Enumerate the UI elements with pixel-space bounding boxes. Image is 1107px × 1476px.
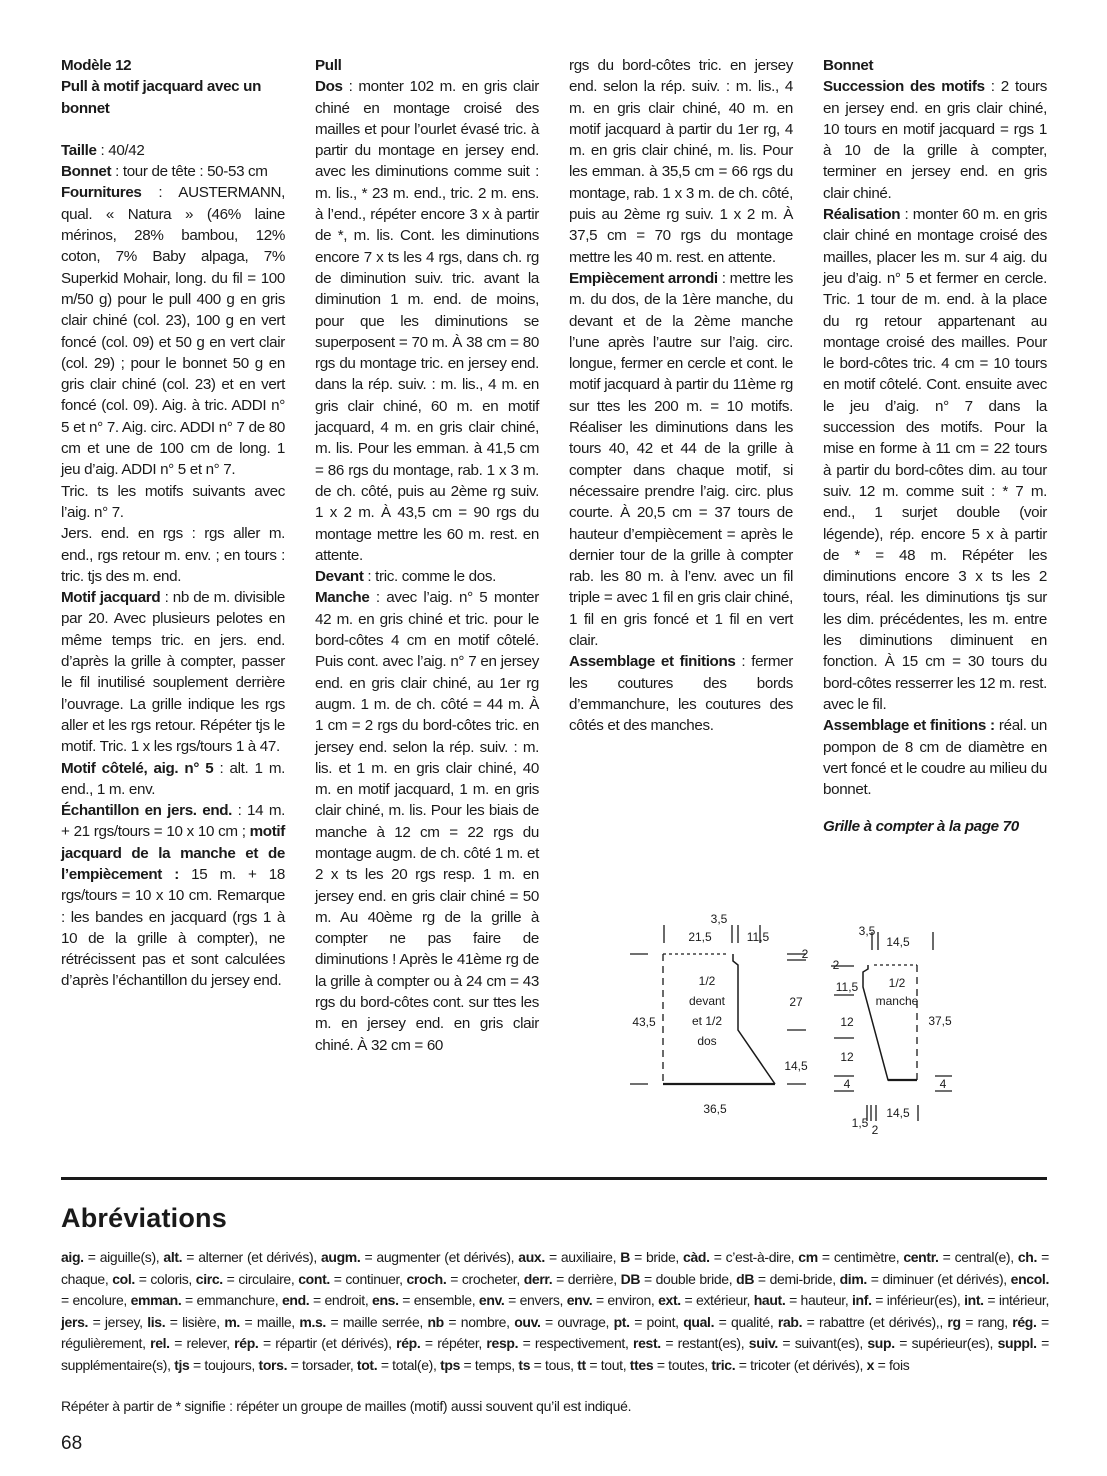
abbreviation-item bbox=[486, 1335, 625, 1351]
abbreviation-meaning: = maille serrée bbox=[325, 1313, 420, 1330]
pullover-heading: Pull bbox=[315, 57, 342, 74]
abbreviation-item bbox=[112, 1271, 188, 1287]
abbreviation-term: ens. bbox=[372, 1292, 399, 1308]
abbreviation-term: dB bbox=[736, 1270, 755, 1287]
abbreviation-item bbox=[61, 1314, 139, 1330]
abbreviation-meaning: = c’est-à-dire bbox=[709, 1249, 791, 1265]
abbreviation-term: ext. bbox=[658, 1292, 681, 1308]
abbreviation-meaning: = crocheter bbox=[446, 1270, 517, 1287]
abbreviation-term: rép. bbox=[234, 1335, 259, 1351]
abbreviation-item bbox=[396, 1335, 478, 1351]
hat-finishing-label: Assemblage et finitions : bbox=[823, 717, 995, 735]
sleeve-dim-right-bottom: 4 bbox=[939, 1077, 947, 1091]
abbreviation-term: haut. bbox=[753, 1292, 786, 1308]
abbreviation-item bbox=[633, 1335, 741, 1351]
stockinette-note: Jers. end. en rgs : rgs aller m. end., rgs retour m. env. ; en tours : tric. tjs des m. end. bbox=[61, 525, 285, 585]
rib-pattern bbox=[61, 758, 285, 801]
hat-size-info bbox=[61, 161, 285, 182]
abbreviation-item bbox=[224, 1314, 291, 1330]
abbreviation-term: lis. bbox=[147, 1313, 166, 1330]
sleeve-dim-left-4: 4 bbox=[843, 1077, 851, 1091]
rib-text: : alt. 1 m. end., 1 m. env. bbox=[61, 759, 285, 798]
body-label-line: et 1/2 bbox=[691, 1014, 723, 1028]
abbreviation-meaning: = coloris bbox=[134, 1270, 189, 1287]
body-dim-top-mid: 3,5 bbox=[710, 912, 728, 926]
abbreviation-item bbox=[479, 1292, 560, 1308]
abbreviation-meaning: = continuer bbox=[329, 1270, 400, 1287]
abbreviation-item bbox=[614, 1314, 676, 1330]
abbreviation-meaning: = envers bbox=[504, 1292, 560, 1308]
abbreviation-item bbox=[61, 1249, 156, 1265]
abbreviation-term: croch. bbox=[406, 1270, 447, 1287]
abbreviation-item bbox=[658, 1292, 746, 1308]
size-value: : 40/42 bbox=[96, 141, 145, 159]
abbreviation-term: m. bbox=[224, 1313, 240, 1330]
abbreviation-meaning: = torsader bbox=[287, 1356, 350, 1373]
back-section bbox=[315, 76, 539, 566]
hat-heading: Bonnet bbox=[823, 57, 874, 74]
yoke-section bbox=[569, 268, 793, 651]
abbreviation-item bbox=[754, 1292, 845, 1308]
abbreviation-term: ouv. bbox=[514, 1313, 541, 1330]
section-divider bbox=[61, 1177, 1047, 1180]
abbreviation-meaning: = extérieur bbox=[680, 1292, 747, 1308]
abbreviation-meaning: = point bbox=[629, 1313, 676, 1330]
abbreviation-item bbox=[372, 1292, 472, 1308]
body-label-line: dos bbox=[697, 1034, 717, 1048]
motif-sequence-label: Succession des motifs bbox=[823, 78, 985, 96]
abbreviation-term: rg bbox=[947, 1313, 961, 1330]
sleeve-label-line: manche bbox=[875, 994, 919, 1008]
abbreviation-term: rest. bbox=[633, 1335, 661, 1351]
abbreviation-term: suiv. bbox=[748, 1335, 778, 1351]
abbreviation-term: derr. bbox=[523, 1270, 553, 1287]
abbreviation-term: emman. bbox=[130, 1292, 182, 1308]
abbreviation-item bbox=[867, 1357, 910, 1373]
abbreviation-meaning: = auxiliaire bbox=[544, 1249, 613, 1265]
abbreviation-term: inf. bbox=[852, 1292, 872, 1308]
abbreviation-meaning: = restant(es) bbox=[660, 1335, 741, 1351]
abbreviation-meaning: = temps bbox=[460, 1356, 512, 1373]
abbreviation-meaning: = fois bbox=[874, 1356, 910, 1373]
abbreviation-term: B bbox=[620, 1249, 631, 1265]
abbreviation-meaning: = jersey bbox=[88, 1313, 140, 1330]
abbreviation-item bbox=[147, 1314, 216, 1330]
abbreviation-item bbox=[867, 1335, 989, 1351]
abbreviation-item bbox=[406, 1271, 516, 1287]
abbreviation-term: aux. bbox=[518, 1249, 545, 1265]
abbreviation-item bbox=[298, 1271, 399, 1287]
abbreviation-term: tric. bbox=[711, 1356, 736, 1373]
abbreviation-item bbox=[259, 1357, 350, 1373]
abbreviation-term: DB bbox=[620, 1270, 641, 1287]
abbreviation-meaning: = inférieur(es) bbox=[871, 1292, 957, 1308]
hat-finishing-text: réal. un pompon de 8 cm de diamètre en vert foncé et le coudre au milieu du bonnet. bbox=[823, 717, 1047, 799]
abbreviation-meaning: = toutes bbox=[653, 1356, 705, 1373]
abbreviation-term: sup. bbox=[867, 1335, 895, 1351]
abbreviation-meaning: = demi-bride bbox=[754, 1270, 833, 1287]
sleeve-text: : avec l’aig. n° 5 monter 42 m. en gris chiné et tric. pour le bord-côtes 4 cm en motif côtelé. Puis cont. avec l’aig. n° 7 en jersey end. en gris clair chiné, au 1er rg augm. 1 m. de ch. côté = 44 m. À 1 cm = 2 rgs du bord-côtes tric. en jersey end. selon la rép. suiv. : m. lis. et 1 m. en gris clair chiné, 40 m. en motif jacquard, 1 m. en gris clair chiné, m. lis. Pour les biais de manche à 12 cm = 22 rgs du montage augm. de ch. côté 1 m. et 2 x ts les 20 rgs resp. 1 m. en jersey end. en gris clair chiné = 50 m. Au 40ème rg de la grille à compter ne pas faire de diminutions ! Après le 41ème rg de la grille à compter ou à 24 cm = 43 rgs du bord-côtes cont. sur ttes les m. en jersey end. en gris clair chiné. À 32 cm = 60 bbox=[315, 589, 539, 1054]
abbreviation-item bbox=[778, 1314, 939, 1330]
abbreviation-term: dim. bbox=[839, 1270, 867, 1287]
pattern-title: Pull à motif jacquard avec un bonnet bbox=[61, 78, 261, 117]
model-number: Modèle 12 bbox=[61, 57, 132, 74]
abbreviation-meaning: = tous bbox=[530, 1356, 571, 1373]
measurement-schematics bbox=[620, 905, 960, 1135]
abbreviation-meaning: = respectivement bbox=[518, 1335, 625, 1351]
abbreviation-item bbox=[947, 1314, 1004, 1330]
abbreviation-meaning: = tricoter (et dérivés) bbox=[735, 1356, 860, 1373]
gauge-label: Échantillon en jers. end. bbox=[61, 802, 233, 820]
abbreviation-meaning: = répartir (et dérivés) bbox=[258, 1335, 389, 1351]
abbreviation-term: col. bbox=[112, 1270, 135, 1287]
front-label: Devant bbox=[315, 568, 364, 586]
abbreviation-item bbox=[518, 1249, 612, 1265]
back-text: : monter 102 m. en gris clair chiné en montage croisé des mailles et pour l’ourlet évasé tric. à partir du montage en jersey end. avec les diminutions comme suit : m. lis., * 23 m. end., tric. 2 m. ens. à l’end., répéter encore 3 x à partir de *, m. lis. Cont. les diminutions encore 7 x ts les 4 rgs, dans ch. rg de diminution suiv. tric. avant la diminution 1 m. end. de moins, pour que les diminutions se superposent = 70 m. À 38 cm = 80 rgs du montage tric. en jersey end. dans la rép. suiv. : m. lis., 4 m. en gris clair chiné, 60 m. en motif jacquard, 4 m. en gris clair chiné, m. lis. Pour les emman. à 41,5 cm = 86 rgs du montage, rab. 1 x 3 m. de ch. côté, puis au 2ème rg suiv. 1 x 2 m. À 43,5 cm = 90 rgs du montage mettre les 60 m. rest. en attente. bbox=[315, 78, 539, 564]
abbreviation-item bbox=[427, 1314, 506, 1330]
hat-finishing bbox=[823, 715, 1047, 800]
abbreviation-meaning: = rang bbox=[960, 1313, 1005, 1330]
abbreviation-meaning: = rabattre (et dérivés), bbox=[802, 1313, 940, 1330]
finishing-section bbox=[569, 651, 793, 736]
hat-size-label: Bonnet bbox=[61, 163, 112, 181]
abbreviation-item bbox=[196, 1271, 291, 1287]
abbreviation-item bbox=[567, 1292, 651, 1308]
materials-label: Fournitures bbox=[61, 184, 142, 202]
abbreviation-term: jers. bbox=[61, 1313, 89, 1330]
abbreviation-term: end. bbox=[281, 1292, 310, 1308]
abbreviation-item bbox=[798, 1249, 895, 1265]
sleeve-dim-right: 37,5 bbox=[928, 1014, 952, 1028]
abbreviation-term: circ. bbox=[195, 1270, 223, 1287]
abbreviation-item bbox=[440, 1357, 511, 1373]
sleeve-gauge-text: 15 m. + 18 rgs/tours = 10 x 10 cm. Remarque : les bandes en jacquard (rgs 1 à 10 de la grille à compter), ne rétrécissent pas et sont calculées d’après l’échantillon du jersey end. bbox=[61, 865, 285, 990]
sleeve-section bbox=[315, 587, 539, 1056]
column-2 bbox=[315, 55, 539, 1056]
sleeve-dim-bottom-left-b: 2 bbox=[871, 1123, 879, 1135]
body-dim-left: 43,5 bbox=[632, 1015, 656, 1029]
abbreviation-meaning: = augmenter (et dérivés) bbox=[360, 1249, 511, 1265]
motif-sequence bbox=[823, 76, 1047, 204]
abbreviation-term: nb bbox=[427, 1313, 444, 1330]
abbreviation-meaning: = emmanchure bbox=[181, 1292, 275, 1308]
abbreviation-term: rég. bbox=[1012, 1313, 1037, 1330]
jacquard-pattern bbox=[61, 587, 285, 757]
abbreviation-term: x bbox=[866, 1356, 875, 1373]
abbreviation-item bbox=[524, 1271, 614, 1287]
abbreviation-meaning: = total(e) bbox=[377, 1356, 433, 1373]
abbreviation-item bbox=[840, 1271, 1004, 1287]
abbreviation-meaning: = double bride bbox=[640, 1270, 729, 1287]
abbreviation-meaning: = hauteur bbox=[785, 1292, 845, 1308]
abbreviation-term: aig. bbox=[61, 1249, 84, 1265]
abbreviation-item bbox=[321, 1249, 511, 1265]
abbreviation-term: cont. bbox=[298, 1270, 330, 1287]
abbreviation-item bbox=[630, 1357, 704, 1373]
column-1 bbox=[61, 55, 285, 992]
abbreviation-item bbox=[964, 1292, 1045, 1308]
abbreviation-term: augm. bbox=[320, 1249, 361, 1265]
abbreviation-meaning: = chaque bbox=[61, 1249, 1049, 1287]
abbreviation-term: env. bbox=[478, 1292, 505, 1308]
abbreviation-term: tjs bbox=[174, 1356, 190, 1373]
abbreviation-term: rép. bbox=[396, 1335, 421, 1351]
abbreviation-term: ttes bbox=[629, 1356, 654, 1373]
body-dim-top-left: 21,5 bbox=[688, 930, 712, 944]
sleeve-continued: rgs du bord-côtes tric. en jersey end. selon la rép. suiv. : m. lis., 4 m. en gris clair chiné, 40 m. en motif jacquard à partir du 1er rg, 4 m. en gris clair chiné, m. lis. Pour les emman. à 35,5 cm = 66 rgs du montage, rab. 1 x 3 m. de ch. côté, puis au 2ème rg suiv. 1 x 2 m. À 37,5 cm = 70 rgs du montage mettre les 40 m. rest. en attente. bbox=[569, 57, 793, 266]
abbreviation-term: resp. bbox=[486, 1335, 519, 1351]
abbreviation-term: càd. bbox=[683, 1249, 710, 1265]
abbreviation-meaning: = ouvrage bbox=[540, 1313, 606, 1330]
yoke-label: Empiècement arrondi bbox=[569, 269, 718, 287]
abbreviation-meaning: = centimètre bbox=[817, 1249, 896, 1265]
sleeve-dim-top-left: 3,5 bbox=[858, 924, 876, 938]
abbreviation-term: tps bbox=[440, 1356, 461, 1373]
body-dim-right-bottom: 14,5 bbox=[784, 1059, 808, 1073]
abbreviation-term: alt. bbox=[163, 1249, 183, 1265]
back-label: Dos bbox=[315, 78, 343, 96]
sleeve-gauge-label: motif jacquard de la manche et de l’empiècement : bbox=[61, 823, 285, 883]
abbreviation-item bbox=[711, 1357, 859, 1373]
abbreviation-term: qual. bbox=[683, 1313, 715, 1330]
sleeve-dim-bottom-right: 14,5 bbox=[886, 1106, 910, 1120]
abbreviation-term: cm bbox=[798, 1249, 818, 1265]
abbreviation-meaning: = encolure bbox=[61, 1292, 124, 1308]
front-text: : tric. comme le dos. bbox=[363, 568, 496, 586]
abbreviation-item bbox=[518, 1357, 570, 1373]
sleeve-dim-bottom-left-a: 1,5 bbox=[851, 1116, 869, 1130]
abbreviation-item bbox=[736, 1271, 832, 1287]
abbreviation-term: ch. bbox=[1017, 1249, 1038, 1265]
yoke-text: : mettre les m. du dos, de la 1ère manche, du devant et de la 2ème manche l’une après l’autre sur l’aig. circ. longue, fermer en cercle et cont. le motif jacquard à partir du 11ème rg sur ttes les 200 m. = 10 motifs. Réaliser les diminutions dans les tours 40, 42 et 44 de la grille à compter dans chaque motif, si nécessaire prendre l’aig. circ. plus courte. À 20,5 cm = 37 tours de hauteur d’empiècement = après le dernier tour de la grille à compter rab. les 80 m. à l’env. avec un fil triple = avec 1 fil en gris clair chiné, 1 fil en gris foncé et 1 fil en vert clair. bbox=[569, 269, 793, 650]
abbreviation-item bbox=[514, 1314, 605, 1330]
abbreviation-meaning: = nombre bbox=[443, 1313, 507, 1330]
needle-note: Tric. ts les motifs suivants avec l’aig. n° 7. bbox=[61, 482, 285, 521]
page-number: 68 bbox=[61, 1433, 83, 1454]
body-label-line: 1/2 bbox=[698, 974, 716, 988]
abbreviation-item bbox=[131, 1292, 275, 1308]
sleeve-dim-left-1: 11,5 bbox=[835, 980, 859, 994]
abbreviation-term: tot. bbox=[356, 1356, 378, 1373]
abbreviation-item bbox=[621, 1271, 729, 1287]
materials bbox=[61, 182, 285, 480]
abbreviation-meaning: = ensemble bbox=[398, 1292, 472, 1308]
abbreviation-meaning: = répéter bbox=[420, 1335, 479, 1351]
abbreviation-meaning: = aiguille(s) bbox=[83, 1249, 156, 1265]
abbreviation-item bbox=[749, 1335, 860, 1351]
abbreviation-meaning: = supérieur(es) bbox=[894, 1335, 990, 1351]
abbreviation-meaning: = lisière bbox=[165, 1313, 217, 1330]
abbreviation-meaning: = qualité bbox=[714, 1313, 770, 1330]
abbreviations-list: aig. = aiguille(s), alt. = alterner (et dérivés), augm. = augmenter (et dérivés), aux. = auxiliaire, B = bride, càd. = c’est-à-dire, cm = centimètre, centr. = central(e), ch. = chaque, col. = coloris, circ. = circulaire, cont. = continuer, croch. = crocheter, derr. = derrière, DB = double bride, dB = demi-bride, dim. = diminuer (et dérivés), encol. = encolure, emman. = emmanchure, end. = endroit, ens. = ensemble, env. = envers, env. = environ, ext. = extérieur, haut. = hauteur, inf. = inférieur(es), int. = intérieur, jers. = jersey, lis. = lisière, m. = maille, m.s. = maille serrée, nb = nombre, ouv. = ouvrage, pt. = point, qual. = qualité, rab. = rabattre (et dérivés),, rg = rang, rég. = régulièrement, rel. = relever, rép. = répartir (et dérivés), rép. = répéter, resp. = respectivement, rest. = restant(es), suiv. = suivant(es), sup. = supérieur(es), suppl. = supplémentaire(s), tjs = toujours, tors. = torsader, tot. = total(e), tps = temps, ts = tous, tt = tout, ttes = toutes, tric. = tricoter (et dérivés), x = fois bbox=[61, 1249, 1050, 1373]
abbreviation-meaning: = toujours bbox=[189, 1356, 252, 1373]
abbreviation-term: ts bbox=[518, 1356, 531, 1373]
chart-reference: Grille à compter à la page 70 bbox=[823, 818, 1019, 836]
abbreviation-item bbox=[163, 1249, 313, 1265]
abbreviation-term: encol. bbox=[1010, 1270, 1050, 1287]
front-section bbox=[315, 566, 539, 587]
abbreviation-meaning: = relever bbox=[169, 1335, 227, 1351]
sleeve-dim-left-3: 12 bbox=[840, 1050, 854, 1064]
abbreviation-meaning: = central(e) bbox=[938, 1249, 1011, 1265]
repeat-note: Répéter à partir de * signifie : répéter un groupe de mailles (motif) aussi souvent qu’il est indiqué. bbox=[61, 1398, 632, 1414]
abbreviation-meaning: = maille bbox=[239, 1313, 292, 1330]
hat-instructions bbox=[823, 204, 1047, 715]
abbreviation-item bbox=[299, 1314, 419, 1330]
abbreviation-term: rab. bbox=[777, 1313, 803, 1330]
abbreviation-term: rel. bbox=[150, 1335, 170, 1351]
sleeve-dim-left-2: 12 bbox=[840, 1015, 854, 1029]
finishing-text: : fermer les coutures des bords d’emmanchure, les coutures des côtés et des manches. bbox=[569, 653, 793, 735]
gauge bbox=[61, 800, 285, 992]
abbreviation-meaning: = derrière bbox=[552, 1270, 614, 1287]
abbreviation-item bbox=[234, 1335, 388, 1351]
body-dim-right-top: 2 bbox=[801, 947, 809, 961]
body-dim-right-mid: 27 bbox=[789, 995, 803, 1009]
abbreviation-term: pt. bbox=[613, 1313, 630, 1330]
body-dim-bottom: 36,5 bbox=[703, 1102, 727, 1116]
abbreviation-item bbox=[852, 1292, 957, 1308]
abbreviation-item bbox=[577, 1357, 622, 1373]
abbreviation-item bbox=[683, 1249, 791, 1265]
abbreviation-item bbox=[282, 1292, 365, 1308]
abbreviation-meaning: = diminuer (et dérivés) bbox=[866, 1270, 1004, 1287]
sleeve-outline bbox=[863, 965, 891, 1080]
finishing-label: Assemblage et finitions bbox=[569, 653, 736, 671]
materials-text: : AUSTERMANN, qual. « Natura » (46% laine mérinos, 28% bambou, 12% coton, 7% Baby alpaga, 7% Superkid Mohair, long. du fil = 100 m/50 g) pour le pull 400 g en gris clair chiné (col. 23), 100 g en vert foncé (col. 09) et 50 g en vert clair (col. 29) ; pour le bonnet 50 g en gris clair chiné (col. 23) et en vert foncé (col. 09). Aig. à tric. ADDI n° 5 et n° 7. Aig. circ. ADDI n° 7 de 80 cm et une de 100 cm de long. 1 jeu d’aig. ADDI n° 5 et n° 7. bbox=[61, 184, 285, 479]
sleeve-dim-left-top: 2 bbox=[832, 958, 840, 972]
abbreviation-item bbox=[683, 1314, 770, 1330]
hat-instructions-label: Réalisation bbox=[823, 206, 901, 224]
abbreviation-term: tors. bbox=[258, 1356, 288, 1373]
abbreviation-meaning: = environ bbox=[592, 1292, 651, 1308]
abbreviation-meaning: = régulièrement bbox=[61, 1313, 1049, 1351]
abbreviation-meaning: = alterner (et dérivés) bbox=[182, 1249, 314, 1265]
abbreviation-item bbox=[903, 1249, 1010, 1265]
abbreviation-term: suppl. bbox=[997, 1335, 1037, 1351]
rib-label: Motif côtelé, aig. n° 5 bbox=[61, 759, 214, 777]
body-label-line: devant bbox=[688, 994, 726, 1008]
sleeve-label: Manche bbox=[315, 589, 370, 607]
abbreviation-meaning: = supplémentaire(s) bbox=[61, 1335, 1050, 1373]
size-info bbox=[61, 140, 285, 161]
abbreviation-term: int. bbox=[964, 1292, 984, 1308]
size-label: Taille bbox=[61, 141, 97, 159]
abbreviations-title: Abréviations bbox=[61, 1203, 227, 1233]
abbreviation-meaning: = bride bbox=[630, 1249, 676, 1265]
abbreviation-term: tt bbox=[577, 1356, 586, 1373]
abbreviation-term: m.s. bbox=[299, 1313, 326, 1330]
abbreviation-item bbox=[150, 1335, 226, 1351]
abbreviation-meaning: = suivant(es) bbox=[777, 1335, 860, 1351]
sleeve-dim-top-right: 14,5 bbox=[886, 935, 910, 949]
column-3 bbox=[569, 55, 793, 737]
motif-sequence-text: : 2 tours en jersey end. en gris clair chiné, 10 tours en motif jacquard = rgs 1 à 10 de la grille à compter, terminer en jersey end. en gris clair chiné. bbox=[823, 78, 1047, 202]
body-side-outline bbox=[733, 954, 775, 1084]
sleeve-label-line: 1/2 bbox=[888, 976, 906, 990]
hat-instructions-text: : monter 60 m. en gris clair chiné en montage croisé des mailles, placer les m. sur 4 aig. du jeu d’aig. n° 5 et fermer en cercle. Tric. 1 tour de m. end. à la place du rg retour appartenant au montage croisé des mailles. Pour le bord-côtes tric. 4 cm = 10 tours en motif côtelé. Cont. ensuite avec le jeu d’aig. n° 7 dans la succession des motifs. Pour la mise en forme à 11 cm = 22 tours à partir du bord-côtes dim. au tour suiv. 12 m. comme suit : * 7 m. end., 1 surjet double (voir légende), rép. encore 5 x à partir de * = 48 m. Répéter les diminutions encore 3 x ts les 2 tours, réal. les diminutions tjs sur les dim. précédentes, les m. entre les diminutions diminuent en fonction. À 15 cm = 30 tours du bord-côtes resserrer les 12 m. rest. avec le fil. bbox=[823, 206, 1047, 713]
body-dim-top-right: 11,5 bbox=[746, 930, 770, 944]
hat-size-value: : tour de tête : 50-53 cm bbox=[111, 163, 268, 181]
abbreviation-item bbox=[174, 1357, 251, 1373]
abbreviation-meaning: = intérieur bbox=[983, 1292, 1046, 1308]
abbreviation-meaning: = tout bbox=[585, 1356, 623, 1373]
jacquard-label: Motif jacquard bbox=[61, 589, 161, 607]
abbreviation-term: env. bbox=[566, 1292, 593, 1308]
abbreviation-item bbox=[620, 1249, 675, 1265]
column-4 bbox=[823, 55, 1047, 838]
abbreviation-term: centr. bbox=[903, 1249, 939, 1265]
abbreviation-item bbox=[357, 1357, 433, 1373]
jacquard-text: : nb de m. divisible par 20. Avec plusieurs pelotes en même temps tric. en jers. end. d’après la grille à compter, passer le fil inutilisé souplement derrière l’ouvrage. La grille indique les rgs aller et les rgs retour. Répéter tjs le motif. Tric. 1 x les rgs/tours 1 à 47. bbox=[61, 589, 285, 756]
gauge-text: : 14 m. + 21 rgs/tours = 10 x 10 cm ; bbox=[61, 802, 285, 841]
abbreviation-meaning: = endroit bbox=[309, 1292, 365, 1308]
abbreviation-meaning: = circulaire bbox=[222, 1270, 291, 1287]
